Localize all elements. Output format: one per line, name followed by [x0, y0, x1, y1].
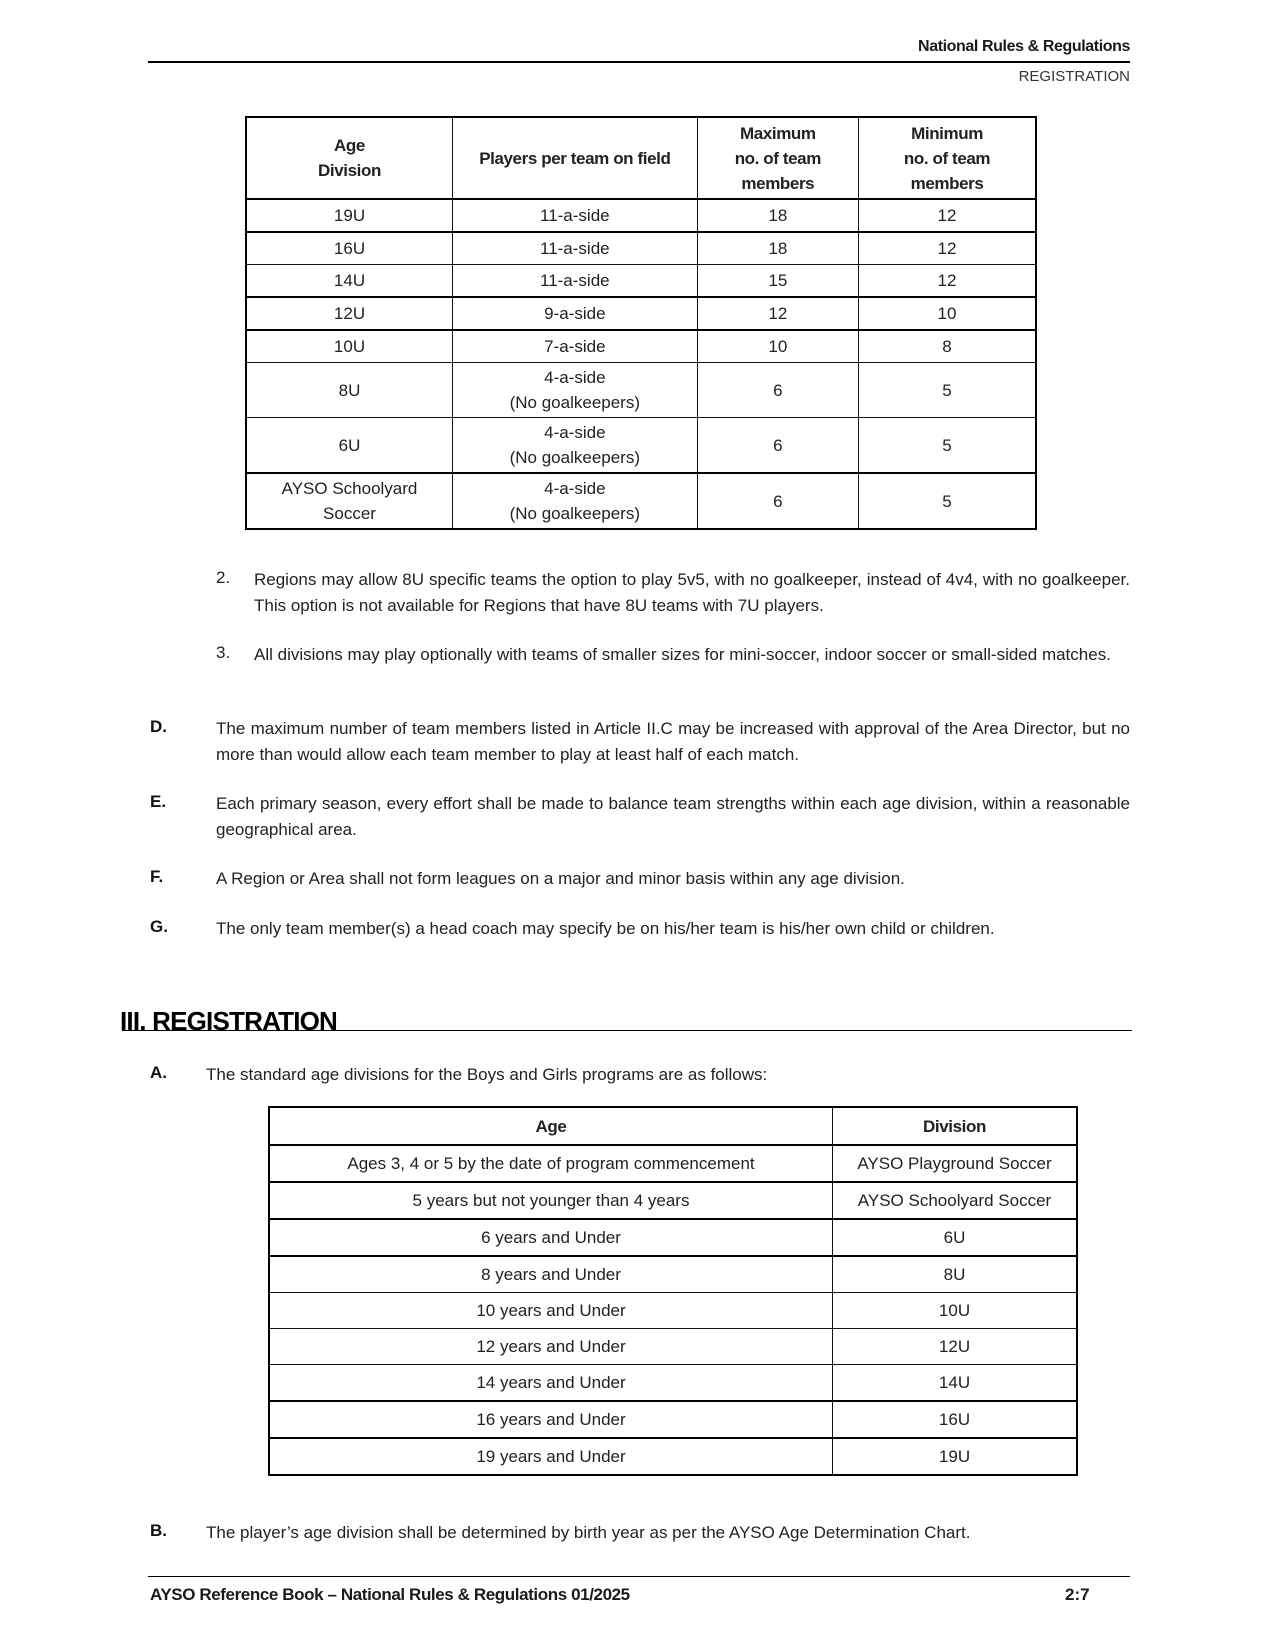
cell-age: 14 years and Under [269, 1365, 833, 1402]
cell-max: 6 [697, 418, 858, 474]
item-label: D. [150, 717, 167, 736]
cell-max: 6 [697, 473, 858, 529]
lettered-item-text: A Region or Area shall not form leagues on a major and minor basis within any age division. [216, 869, 905, 888]
table-row [246, 265, 1036, 298]
cell-min: 10 [859, 297, 1036, 330]
table-row [269, 1182, 1077, 1219]
item-label: B. [150, 1521, 167, 1540]
cell-division: AYSO Schoolyard Soccer [833, 1182, 1078, 1219]
cell-players: 4-a-side (No goalkeepers) [453, 473, 698, 529]
header-age: Age [269, 1107, 833, 1145]
cell-max: 18 [697, 232, 858, 265]
cell-max: 15 [697, 265, 858, 298]
table-row [269, 1365, 1077, 1402]
cell-division: AYSO Schoolyard Soccer [246, 473, 453, 529]
cell-division: 12U [833, 1329, 1078, 1365]
table-row [269, 1329, 1077, 1365]
header-division: Division [833, 1107, 1078, 1145]
footer-divider [148, 1576, 1130, 1577]
table-row [269, 1256, 1077, 1293]
age-division-table [268, 1106, 1078, 1476]
table-row [269, 1438, 1077, 1475]
item-number: 2. [216, 568, 231, 587]
item-a-text: The standard age divisions for the Boys and Girls programs are as follows: [206, 1065, 768, 1084]
table-row [246, 199, 1036, 232]
cell-min: 5 [859, 473, 1036, 529]
cell-division: 10U [246, 330, 453, 363]
table-row [246, 418, 1036, 474]
item-b-text: The player’s age division shall be determined by birth year as per the AYSO Age Determination Chart. [206, 1523, 971, 1542]
cell-division: 16U [246, 232, 453, 265]
table-header-row [246, 117, 1036, 199]
item-label: F. [150, 867, 164, 886]
header-divider [148, 61, 1130, 63]
cell-max: 6 [697, 363, 858, 418]
cell-age: 12 years and Under [269, 1329, 833, 1365]
cell-age: 16 years and Under [269, 1401, 833, 1438]
cell-min: 8 [859, 330, 1036, 363]
cell-age: 6 years and Under [269, 1219, 833, 1256]
running-header-title: National Rules & Regulations [918, 38, 1130, 55]
cell-division: 14U [246, 265, 453, 298]
table-row [246, 297, 1036, 330]
table-row [269, 1219, 1077, 1256]
item-label: E. [150, 792, 167, 811]
cell-division: 8U [833, 1256, 1078, 1293]
cell-division: 12U [246, 297, 453, 330]
numbered-item-text: All divisions may play optionally with teams of smaller sizes for mini-soccer, indoor soccer or small-sided matches. [254, 645, 1111, 664]
lettered-item-text: The only team member(s) a head coach may specify be on his/her team is his/her own child or children. [216, 919, 995, 938]
footer-title: AYSO Reference Book – National Rules & Regulations 01/2025 [150, 1585, 630, 1604]
table-row [269, 1401, 1077, 1438]
running-header-section: REGISTRATION [1018, 68, 1130, 85]
table-row [269, 1293, 1077, 1329]
cell-min: 5 [859, 418, 1036, 474]
cell-age: 5 years but not younger than 4 years [269, 1182, 833, 1219]
cell-players: 4-a-side (No goalkeepers) [453, 418, 698, 474]
header-age-division: Age Division [246, 117, 453, 199]
table-row [246, 363, 1036, 418]
numbered-item-text: Regions may allow 8U specific teams the option to play 5v5, with no goalkeeper, instead of 4v4, with no goalkeeper. This option is not available for Regions that have 8U teams with 7U players. [254, 570, 1130, 615]
table-header-row [269, 1107, 1077, 1145]
cell-division: 14U [833, 1365, 1078, 1402]
item-label: A. [150, 1063, 167, 1082]
item-number: 3. [216, 643, 231, 662]
cell-age: 19 years and Under [269, 1438, 833, 1475]
cell-age: 10 years and Under [269, 1293, 833, 1329]
lettered-item-text: The maximum number of team members listed in Article II.C may be increased with approval of the Area Director, but no more than would allow each team member to play at least half of each match. [216, 719, 1130, 764]
cell-min: 5 [859, 363, 1036, 418]
cell-division: 6U [246, 418, 453, 474]
cell-division: 8U [246, 363, 453, 418]
cell-players: 11-a-side [453, 232, 698, 265]
table-row [246, 473, 1036, 529]
item-label: G. [150, 917, 168, 936]
cell-players: 9-a-side [453, 297, 698, 330]
cell-players: 11-a-side [453, 199, 698, 232]
cell-division: 19U [246, 199, 453, 232]
cell-division: AYSO Playground Soccer [833, 1145, 1078, 1182]
team-size-table [245, 116, 1037, 530]
cell-max: 10 [697, 330, 858, 363]
header-min-members: Minimum no. of team members [859, 117, 1036, 199]
cell-min: 12 [859, 265, 1036, 298]
cell-age: 8 years and Under [269, 1256, 833, 1293]
header-max-members: Maximum no. of team members [697, 117, 858, 199]
cell-division: 19U [833, 1438, 1078, 1475]
cell-age: Ages 3, 4 or 5 by the date of program commencement [269, 1145, 833, 1182]
cell-players: 7-a-side [453, 330, 698, 363]
lettered-item-text: Each primary season, every effort shall be made to balance team strengths within each age division, within a reasonable geographical area. [216, 794, 1130, 839]
cell-players: 4-a-side (No goalkeepers) [453, 363, 698, 418]
cell-division: 6U [833, 1219, 1078, 1256]
cell-division: 16U [833, 1401, 1078, 1438]
page-number: 2:7 [1065, 1585, 1090, 1604]
header-players-per-team: Players per team on field [453, 117, 698, 199]
section-divider [122, 1030, 1132, 1031]
section-heading: III. REGISTRATION [120, 1006, 338, 1036]
cell-players: 11-a-side [453, 265, 698, 298]
cell-max: 12 [697, 297, 858, 330]
cell-min: 12 [859, 199, 1036, 232]
table-row [246, 330, 1036, 363]
table-row [269, 1145, 1077, 1182]
table-row [246, 232, 1036, 265]
cell-min: 12 [859, 232, 1036, 265]
cell-division: 10U [833, 1293, 1078, 1329]
cell-max: 18 [697, 199, 858, 232]
